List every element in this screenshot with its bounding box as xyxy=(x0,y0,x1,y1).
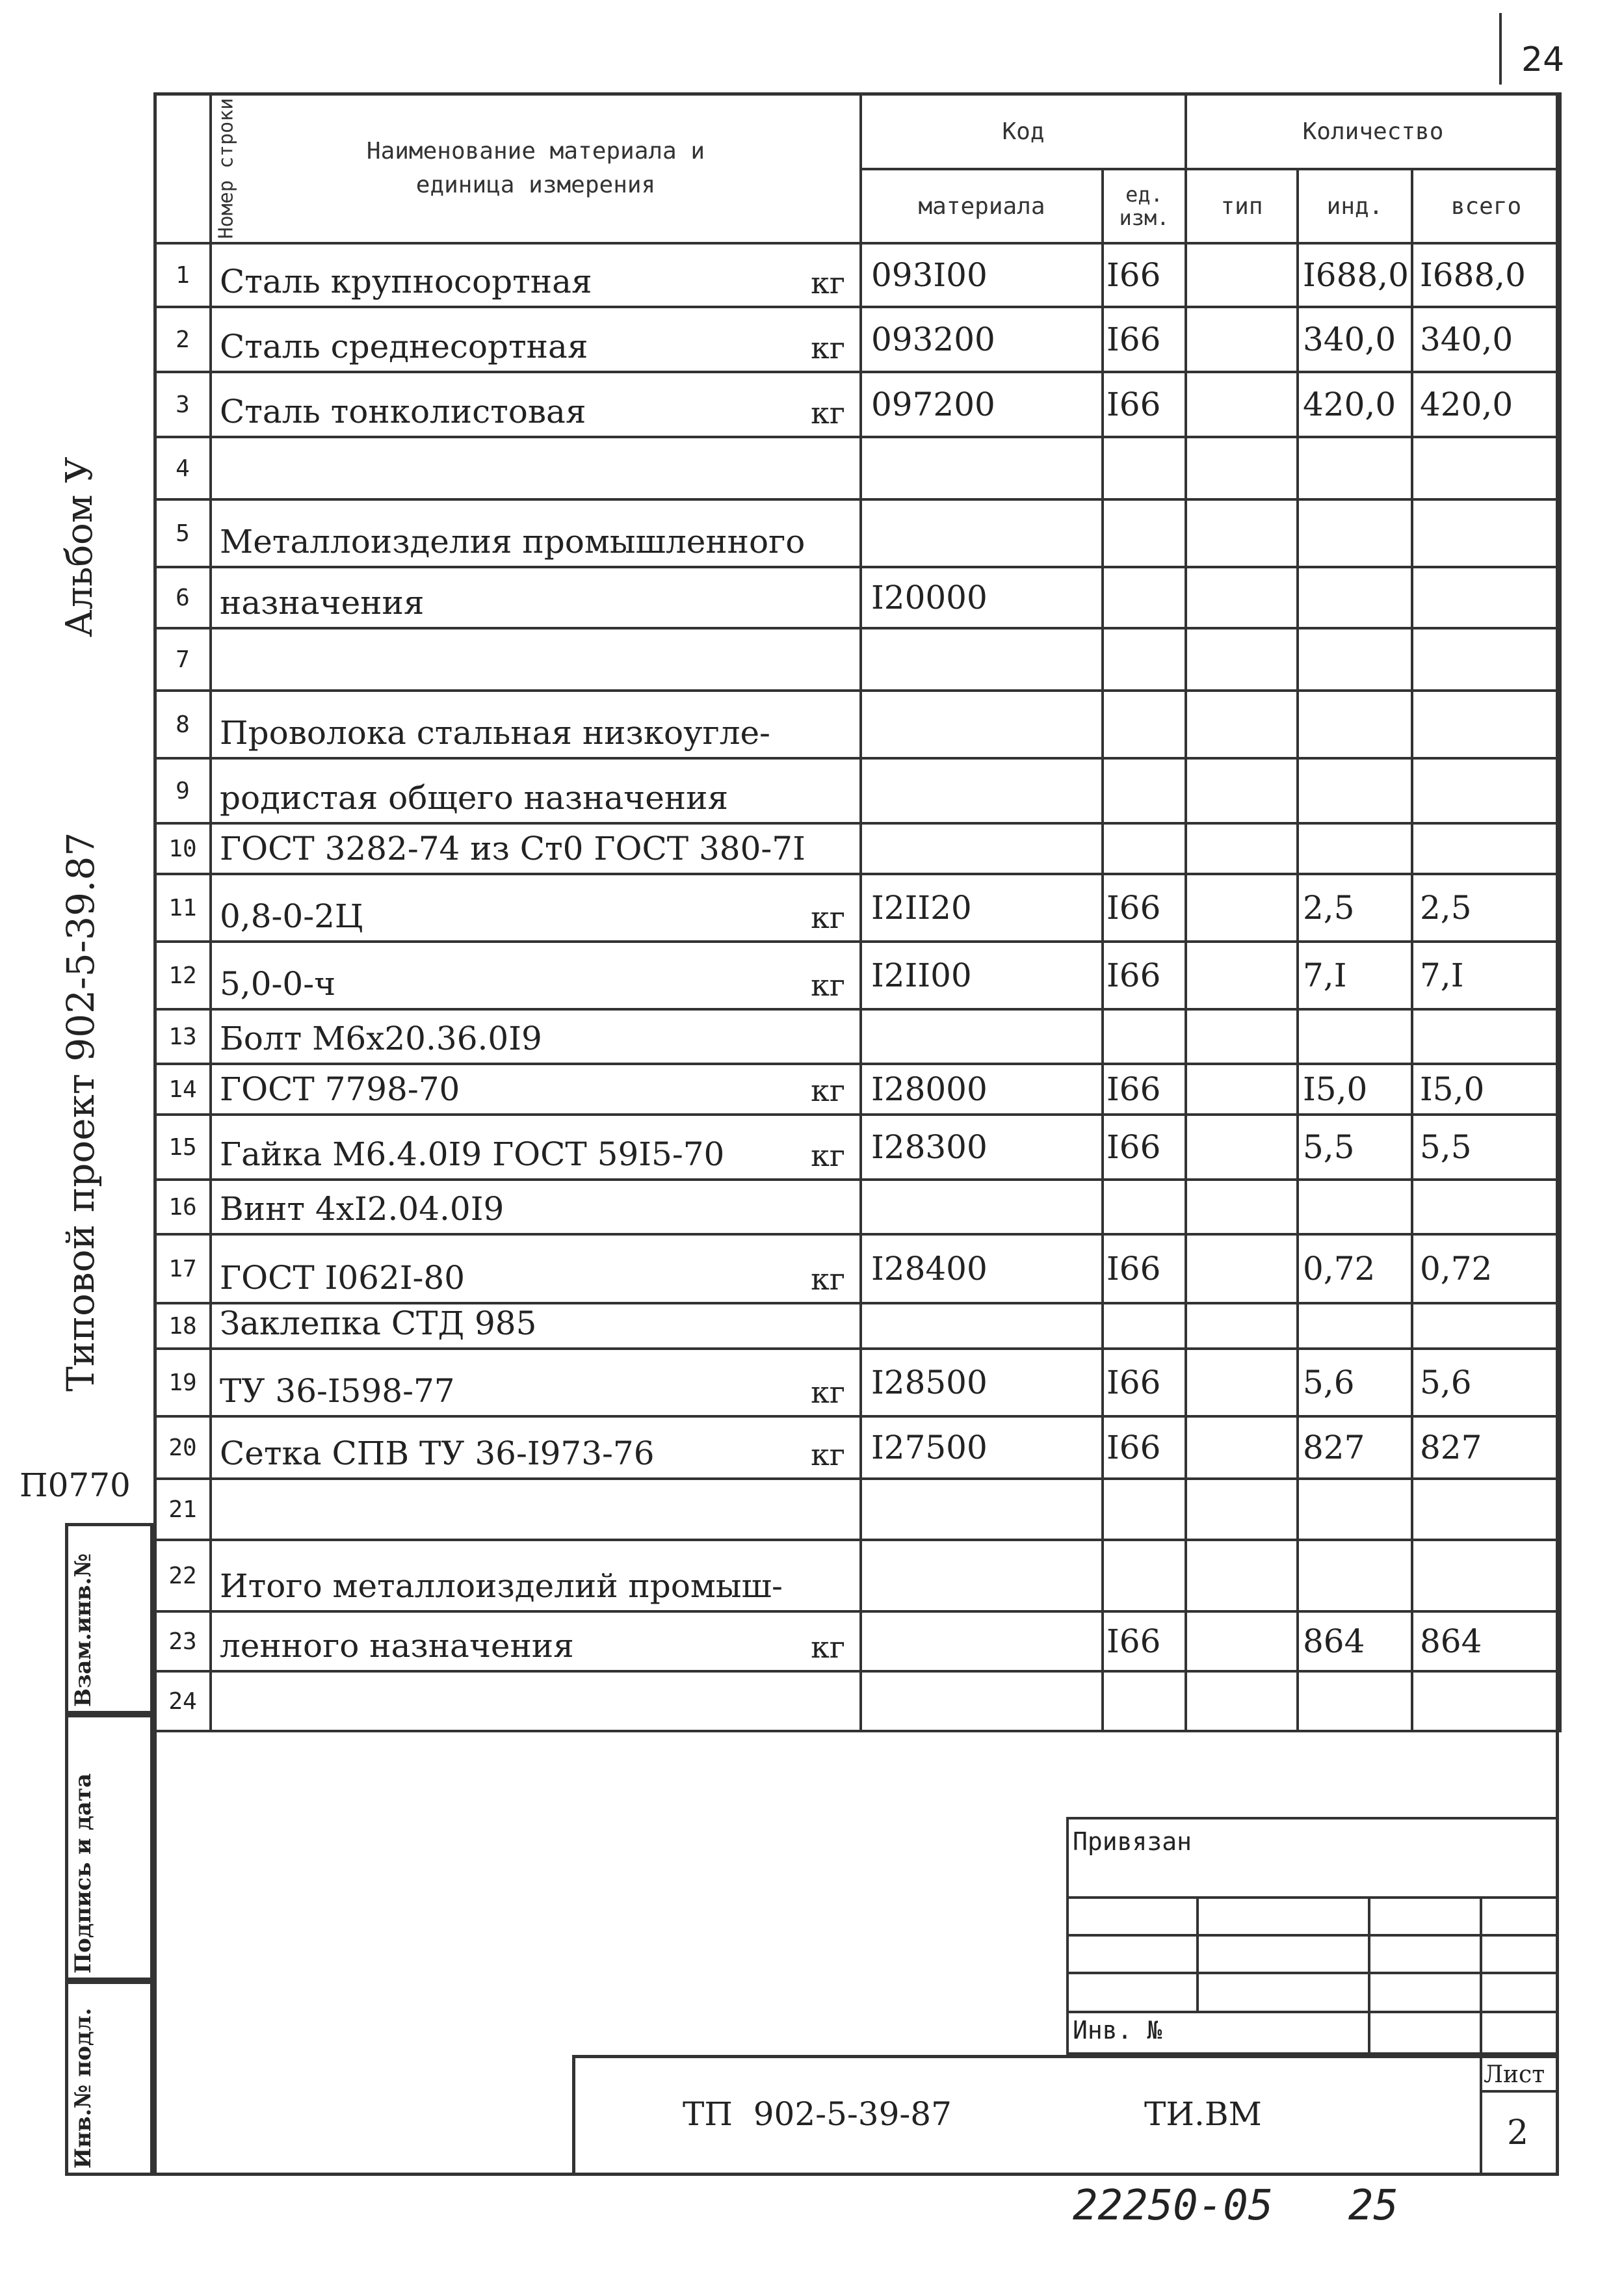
stamp-vline-1 xyxy=(1196,1896,1199,2011)
row-number: 1 xyxy=(155,243,211,307)
side-label-inv: Инв.№ подл. xyxy=(70,2007,96,2169)
material-name-cell xyxy=(211,307,861,372)
qty-ind: 7,I xyxy=(1298,942,1412,1009)
unit-code xyxy=(1103,823,1186,874)
material-code xyxy=(861,1009,1103,1064)
row-number: 22 xyxy=(155,1540,211,1611)
table-row xyxy=(155,874,1560,942)
material-code: I2II00 xyxy=(861,942,1103,1009)
material-code: 093200 xyxy=(861,307,1103,372)
qty-type xyxy=(1186,823,1298,874)
stamp-inv-label: Инв. № xyxy=(1073,2016,1162,2044)
material-code: I28000 xyxy=(861,1064,1103,1115)
footer-number: 22250-05 25 xyxy=(1073,2182,1398,2230)
unit-code xyxy=(1103,1540,1186,1611)
material-code xyxy=(861,1611,1103,1671)
table-row xyxy=(155,1349,1560,1416)
material-name-cell xyxy=(211,567,861,628)
material-name: Сетка СПВ ТУ 36-I973-76 xyxy=(220,1435,655,1472)
material-name: родистая общего назначения xyxy=(220,779,728,817)
qty-ind: I688,0 xyxy=(1298,243,1412,307)
unit-code: I66 xyxy=(1103,874,1186,942)
table-row xyxy=(155,1479,1560,1540)
material-name-cell xyxy=(211,1479,861,1540)
qty-total xyxy=(1412,437,1560,499)
header-name: Наименование материала и единица измерения xyxy=(211,94,861,243)
material-code: I28400 xyxy=(861,1234,1103,1303)
qty-ind xyxy=(1298,437,1412,499)
qty-total xyxy=(1412,1479,1560,1540)
qty-type xyxy=(1186,691,1298,758)
qty-type xyxy=(1186,628,1298,691)
qty-type xyxy=(1186,1416,1298,1479)
unit-code xyxy=(1103,1479,1186,1540)
material-unit: кг xyxy=(811,900,845,935)
unit-code xyxy=(1103,758,1186,823)
row-number: 3 xyxy=(155,372,211,437)
row-number: 8 xyxy=(155,691,211,758)
album-label: Альбом У xyxy=(59,456,101,637)
row-number: 17 xyxy=(155,1234,211,1303)
qty-total xyxy=(1412,1009,1560,1064)
stamp-vline-2 xyxy=(1368,1896,1370,2055)
unit-code xyxy=(1103,499,1186,567)
row-number: 9 xyxy=(155,758,211,823)
unit-code xyxy=(1103,1180,1186,1234)
qty-total xyxy=(1412,567,1560,628)
qty-total xyxy=(1412,1671,1560,1731)
material-unit: кг xyxy=(811,968,845,1003)
stamp-line-3 xyxy=(1066,1972,1559,1974)
unit-code xyxy=(1103,1671,1186,1731)
row-number: 5 xyxy=(155,499,211,567)
stamp-line-2 xyxy=(1066,1934,1559,1937)
table-row xyxy=(155,1234,1560,1303)
material-code xyxy=(861,758,1103,823)
row-number: 6 xyxy=(155,567,211,628)
table-row xyxy=(155,691,1560,758)
table-row xyxy=(155,628,1560,691)
stamp-doc-type: ТИ.ВМ xyxy=(1144,2095,1262,2133)
unit-code: I66 xyxy=(1103,1234,1186,1303)
material-name-cell xyxy=(211,628,861,691)
qty-ind xyxy=(1298,499,1412,567)
qty-type xyxy=(1186,1180,1298,1234)
stamp-sheet-divider xyxy=(1480,2055,1482,2176)
table-row xyxy=(155,823,1560,874)
material-name: Итого металлоизделий промыш- xyxy=(220,1567,783,1605)
qty-type xyxy=(1186,567,1298,628)
qty-ind: 827 xyxy=(1298,1416,1412,1479)
material-unit: кг xyxy=(811,265,845,300)
material-code: I2II20 xyxy=(861,874,1103,942)
page-number-divider xyxy=(1499,13,1502,85)
material-name-cell xyxy=(211,1349,861,1416)
unit-code: I66 xyxy=(1103,1115,1186,1180)
material-name: ГОСТ I062I-80 xyxy=(220,1259,465,1297)
header-code-unit: ед. изм. xyxy=(1103,169,1186,243)
table-row xyxy=(155,758,1560,823)
qty-type xyxy=(1186,437,1298,499)
qty-ind: 5,5 xyxy=(1298,1115,1412,1180)
qty-type xyxy=(1186,499,1298,567)
material-name-cell xyxy=(211,874,861,942)
table-row xyxy=(155,1009,1560,1064)
qty-ind xyxy=(1298,758,1412,823)
unit-code xyxy=(1103,628,1186,691)
qty-ind: 0,72 xyxy=(1298,1234,1412,1303)
qty-type xyxy=(1186,1540,1298,1611)
material-name: ленного назначения xyxy=(220,1627,574,1665)
qty-total: 827 xyxy=(1412,1416,1560,1479)
row-number: 7 xyxy=(155,628,211,691)
material-name-cell xyxy=(211,758,861,823)
qty-type xyxy=(1186,1064,1298,1115)
material-name: Металлоизделия промышленного xyxy=(220,523,805,561)
material-name: 5,0-0-ч xyxy=(220,965,336,1003)
table-row xyxy=(155,499,1560,567)
table-row xyxy=(155,243,1560,307)
row-number: 15 xyxy=(155,1115,211,1180)
row-number: 10 xyxy=(155,823,211,874)
row-number: 24 xyxy=(155,1671,211,1731)
row-number: 14 xyxy=(155,1064,211,1115)
material-code: 097200 xyxy=(861,372,1103,437)
material-name-cell xyxy=(211,1540,861,1611)
qty-ind xyxy=(1298,1009,1412,1064)
unit-code xyxy=(1103,567,1186,628)
side-label-vzam: Взам.инв.№ xyxy=(70,1553,96,1707)
material-name-cell xyxy=(211,1611,861,1671)
material-code xyxy=(861,628,1103,691)
material-unit: кг xyxy=(811,1138,845,1173)
qty-total xyxy=(1412,1540,1560,1611)
qty-type xyxy=(1186,1611,1298,1671)
qty-ind xyxy=(1298,1479,1412,1540)
qty-total: 864 xyxy=(1412,1611,1560,1671)
material-name: Болт М6х20.36.0I9 xyxy=(220,1020,542,1057)
material-code: I28500 xyxy=(861,1349,1103,1416)
stamp-doc-code: ТП 902-5-39-87 xyxy=(683,2095,952,2133)
page-number: 24 xyxy=(1521,40,1565,79)
materials-table xyxy=(153,92,1562,1732)
stamp-sheet-label: Лист xyxy=(1484,2061,1545,2088)
material-name-cell xyxy=(211,372,861,437)
qty-type xyxy=(1186,1349,1298,1416)
material-code: I27500 xyxy=(861,1416,1103,1479)
material-code xyxy=(861,1479,1103,1540)
material-unit: кг xyxy=(811,1262,845,1297)
unit-code xyxy=(1103,437,1186,499)
table-row xyxy=(155,567,1560,628)
qty-total: 5,6 xyxy=(1412,1349,1560,1416)
qty-type xyxy=(1186,1234,1298,1303)
unit-code xyxy=(1103,1009,1186,1064)
unit-code xyxy=(1103,1303,1186,1349)
row-number: 23 xyxy=(155,1611,211,1671)
qty-total: 7,I xyxy=(1412,942,1560,1009)
material-code: I28300 xyxy=(861,1115,1103,1180)
qty-ind: 5,6 xyxy=(1298,1349,1412,1416)
material-name: Сталь среднесортная xyxy=(220,328,588,365)
table-row xyxy=(155,372,1560,437)
table-row xyxy=(155,437,1560,499)
qty-total: 420,0 xyxy=(1412,372,1560,437)
unit-code: I66 xyxy=(1103,372,1186,437)
table-row xyxy=(155,1180,1560,1234)
unit-code: I66 xyxy=(1103,942,1186,1009)
row-number: 12 xyxy=(155,942,211,1009)
unit-code: I66 xyxy=(1103,1611,1186,1671)
table-row xyxy=(155,1064,1560,1115)
material-name: Проволока стальная низкоугле- xyxy=(220,714,770,752)
qty-type xyxy=(1186,1479,1298,1540)
row-number: 4 xyxy=(155,437,211,499)
header-code-material: материала xyxy=(861,169,1103,243)
unit-code: I66 xyxy=(1103,1064,1186,1115)
stamp-vline-3 xyxy=(1480,1896,1482,2055)
material-name: назначения xyxy=(220,584,425,622)
qty-ind xyxy=(1298,691,1412,758)
material-name-cell xyxy=(211,1115,861,1180)
qty-type xyxy=(1186,942,1298,1009)
header-qty-type: тип xyxy=(1186,169,1298,243)
qty-total: 5,5 xyxy=(1412,1115,1560,1180)
qty-total: I5,0 xyxy=(1412,1064,1560,1115)
material-name-cell xyxy=(211,1303,861,1349)
unit-code: I66 xyxy=(1103,1416,1186,1479)
qty-total xyxy=(1412,1303,1560,1349)
material-name-cell xyxy=(211,1009,861,1064)
material-name-cell xyxy=(211,499,861,567)
qty-ind xyxy=(1298,567,1412,628)
material-name: 0,8-0-2Ц xyxy=(220,897,363,935)
material-unit: кг xyxy=(811,395,845,430)
qty-type xyxy=(1186,874,1298,942)
material-code xyxy=(861,691,1103,758)
table-row xyxy=(155,1611,1560,1671)
qty-ind: I5,0 xyxy=(1298,1064,1412,1115)
qty-type xyxy=(1186,372,1298,437)
header-quantity: Количество xyxy=(1186,94,1560,169)
header-code: Код xyxy=(861,94,1186,169)
material-name-cell xyxy=(211,243,861,307)
project-label: Типовой проект 902-5-39.87 xyxy=(59,832,103,1392)
archive-code: П0770 xyxy=(20,1466,131,1504)
qty-total xyxy=(1412,758,1560,823)
material-unit: кг xyxy=(811,330,845,365)
material-name: Сталь тонколистовая xyxy=(220,393,586,430)
qty-total: 340,0 xyxy=(1412,307,1560,372)
row-number: 20 xyxy=(155,1416,211,1479)
qty-ind xyxy=(1298,1540,1412,1611)
table-row xyxy=(155,1115,1560,1180)
material-name: Заклепка СТД 985 xyxy=(220,1304,537,1342)
qty-total xyxy=(1412,628,1560,691)
qty-type xyxy=(1186,307,1298,372)
table-row xyxy=(155,1416,1560,1479)
material-name-cell xyxy=(211,823,861,874)
material-code: I20000 xyxy=(861,567,1103,628)
qty-ind xyxy=(1298,1671,1412,1731)
qty-ind xyxy=(1298,1180,1412,1234)
table-row xyxy=(155,1671,1560,1731)
material-name: Сталь крупносортная xyxy=(220,263,592,300)
material-name: ТУ 36-I598-77 xyxy=(220,1372,455,1410)
qty-type xyxy=(1186,1303,1298,1349)
row-number: 16 xyxy=(155,1180,211,1234)
material-code xyxy=(861,499,1103,567)
material-code xyxy=(861,823,1103,874)
qty-total xyxy=(1412,499,1560,567)
qty-ind xyxy=(1298,1303,1412,1349)
stamp-sheet-number: 2 xyxy=(1507,2113,1529,2152)
material-name: Винт 4хI2.04.0I9 xyxy=(220,1190,504,1228)
material-name-cell xyxy=(211,1416,861,1479)
qty-type xyxy=(1186,758,1298,823)
material-name-cell xyxy=(211,1180,861,1234)
material-unit: кг xyxy=(811,1437,845,1472)
header-qty-ind: инд. xyxy=(1298,169,1412,243)
qty-type xyxy=(1186,243,1298,307)
row-number: 13 xyxy=(155,1009,211,1064)
qty-ind xyxy=(1298,628,1412,691)
qty-type xyxy=(1186,1009,1298,1064)
qty-total: 2,5 xyxy=(1412,874,1560,942)
qty-total xyxy=(1412,1180,1560,1234)
qty-type xyxy=(1186,1671,1298,1731)
stamp-sheet-hline xyxy=(1480,2090,1559,2093)
material-code xyxy=(861,1671,1103,1731)
material-code xyxy=(861,1540,1103,1611)
qty-ind: 340,0 xyxy=(1298,307,1412,372)
header-qty-total: всего xyxy=(1412,169,1560,243)
row-number: 21 xyxy=(155,1479,211,1540)
qty-type xyxy=(1186,1115,1298,1180)
material-unit: кг xyxy=(811,1375,845,1410)
qty-total xyxy=(1412,691,1560,758)
material-name-cell xyxy=(211,1234,861,1303)
material-name-cell xyxy=(211,1064,861,1115)
stamp-line-4 xyxy=(1066,2011,1559,2013)
material-name: Гайка М6.4.0I9 ГОСТ 59I5-70 xyxy=(220,1135,725,1173)
material-name-cell xyxy=(211,437,861,499)
material-name-cell xyxy=(211,942,861,1009)
header-row-number: Номер строки xyxy=(155,94,211,243)
row-number: 2 xyxy=(155,307,211,372)
material-name-cell xyxy=(211,1671,861,1731)
table-row xyxy=(155,1540,1560,1611)
unit-code: I66 xyxy=(1103,243,1186,307)
row-number: 18 xyxy=(155,1303,211,1349)
qty-ind: 864 xyxy=(1298,1611,1412,1671)
qty-total xyxy=(1412,823,1560,874)
material-name: ГОСТ 7798-70 xyxy=(220,1070,460,1108)
qty-ind: 420,0 xyxy=(1298,372,1412,437)
row-number: 19 xyxy=(155,1349,211,1416)
qty-total: I688,0 xyxy=(1412,243,1560,307)
stamp-privyazan-label: Привязан xyxy=(1073,1827,1192,1856)
material-unit: кг xyxy=(811,1073,845,1108)
table-row xyxy=(155,1303,1560,1349)
material-name-cell xyxy=(211,691,861,758)
table-row xyxy=(155,307,1560,372)
material-unit: кг xyxy=(811,1630,845,1665)
qty-ind: 2,5 xyxy=(1298,874,1412,942)
material-name: ГОСТ 3282-74 из Ст0 ГОСТ 380-7I xyxy=(220,830,805,867)
side-label-podpis: Подпись и дата xyxy=(70,1773,96,1974)
material-code: 093I00 xyxy=(861,243,1103,307)
unit-code xyxy=(1103,691,1186,758)
qty-ind xyxy=(1298,823,1412,874)
material-code xyxy=(861,1303,1103,1349)
unit-code: I66 xyxy=(1103,307,1186,372)
material-code xyxy=(861,1180,1103,1234)
table-row xyxy=(155,942,1560,1009)
material-code xyxy=(861,437,1103,499)
row-number: 11 xyxy=(155,874,211,942)
qty-total: 0,72 xyxy=(1412,1234,1560,1303)
unit-code: I66 xyxy=(1103,1349,1186,1416)
stamp-line-1 xyxy=(1066,1896,1559,1899)
